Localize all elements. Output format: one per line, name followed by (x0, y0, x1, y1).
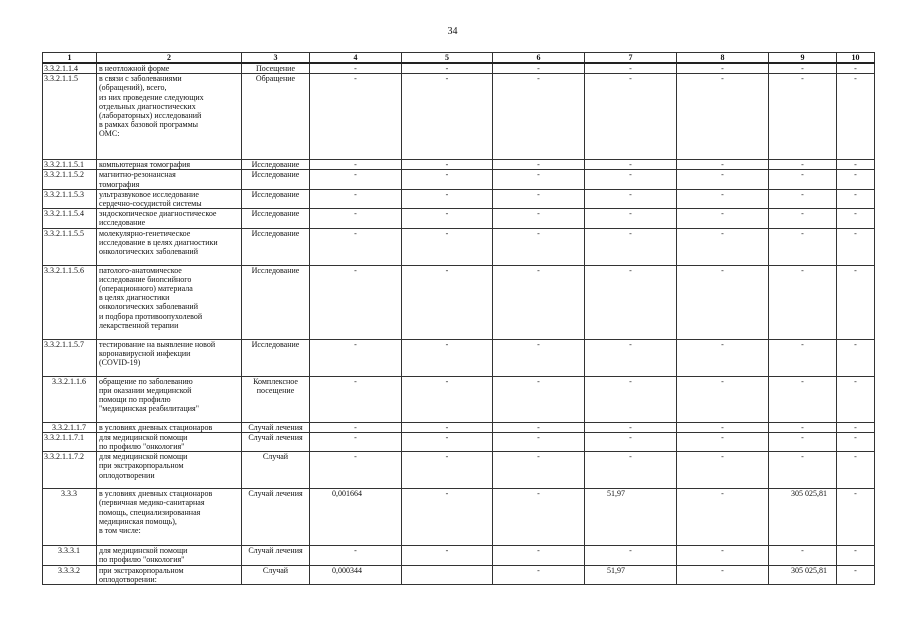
row-name: для медицинской помощи по профилю "онкология" (97, 546, 242, 565)
row-value-col6: - (493, 489, 585, 546)
row-unit: Посещение (242, 63, 310, 74)
row-value-col9: - (769, 74, 837, 160)
row-value-col6: - (493, 265, 585, 339)
row-code: 3.3.3 (43, 489, 97, 546)
row-code: 3.3.2.1.1.5.2 (43, 170, 97, 189)
row-value-col5: - (402, 546, 493, 565)
table-row (43, 489, 875, 546)
row-value-col6: - (493, 432, 585, 451)
row-value-col10: - (837, 422, 875, 432)
row-value-col7: - (585, 339, 677, 376)
row-value-col4: - (310, 452, 402, 489)
row-value-col4: - (310, 170, 402, 189)
row-value-col10: - (837, 565, 875, 584)
row-code: 3.3.2.1.1.5.6 (43, 265, 97, 339)
row-code: 3.3.2.1.1.7 (43, 422, 97, 432)
column-header: 7 (585, 53, 677, 64)
row-value-col7: - (585, 189, 677, 208)
row-value-col9: 305 025,81 (769, 489, 837, 546)
row-value-col10: - (837, 170, 875, 189)
row-name: ультразвуковое исследование сердечно-сосудистой системы (97, 189, 242, 208)
row-value-col8: - (677, 228, 769, 265)
row-value-col8: - (677, 265, 769, 339)
row-name: эндоскопическое диагностическое исследование (97, 209, 242, 228)
row-value-col8: - (677, 63, 769, 74)
row-unit: Случай лечения (242, 546, 310, 565)
row-value-col6: - (493, 228, 585, 265)
row-value-col5: - (402, 376, 493, 422)
row-code: 3.3.2.1.1.6 (43, 376, 97, 422)
row-value-col9: - (769, 432, 837, 451)
row-value-col10: - (837, 63, 875, 74)
row-value-col4: - (310, 189, 402, 208)
row-code: 3.3.2.1.1.7.1 (43, 432, 97, 451)
row-value-col7: - (585, 432, 677, 451)
row-code: 3.3.3.2 (43, 565, 97, 584)
row-value-col4: - (310, 63, 402, 74)
row-value-col9: - (769, 63, 837, 74)
row-code: 3.3.2.1.1.5.7 (43, 339, 97, 376)
row-value-col5: - (402, 489, 493, 546)
row-value-col8: - (677, 452, 769, 489)
table-row (43, 339, 875, 376)
row-value-col6: - (493, 189, 585, 208)
row-value-col8: - (677, 422, 769, 432)
row-value-col5: - (402, 228, 493, 265)
data-table (42, 52, 875, 585)
column-header: 10 (837, 53, 875, 64)
row-name: обращение по заболеванию при оказании медицинской помощи по профилю "медицинская реабилитация" (97, 376, 242, 422)
row-name: в неотложной форме (97, 63, 242, 74)
row-name: компьютерная томография (97, 160, 242, 170)
row-value-col10: - (837, 189, 875, 208)
row-name: патолого-анатомическое исследование биопсийного (операционного) материала в целях диагностики онкологических заболеваний и подбора противоопухолевой лекарственной терапии (97, 265, 242, 339)
row-value-col9: - (769, 546, 837, 565)
row-value-col6: - (493, 546, 585, 565)
row-value-col10: - (837, 160, 875, 170)
row-name: в условиях дневных стационаров (97, 422, 242, 432)
row-value-col4: 0,001664 (310, 489, 402, 546)
row-value-col6: - (493, 422, 585, 432)
row-value-col9: - (769, 339, 837, 376)
row-unit: Случай лечения (242, 489, 310, 546)
row-value-col8: - (677, 189, 769, 208)
row-value-col6: - (493, 63, 585, 74)
row-unit: Случай (242, 452, 310, 489)
row-value-col6: - (493, 339, 585, 376)
row-value-col5 (402, 565, 493, 584)
table-row (43, 376, 875, 422)
row-value-col4: - (310, 209, 402, 228)
row-value-col10: - (837, 265, 875, 339)
row-unit: Случай лечения (242, 422, 310, 432)
row-code: 3.3.2.1.1.5.5 (43, 228, 97, 265)
column-header: 3 (242, 53, 310, 64)
row-value-col8: - (677, 489, 769, 546)
row-unit: Обращение (242, 74, 310, 160)
row-value-col7: - (585, 452, 677, 489)
row-value-col7: - (585, 160, 677, 170)
row-value-col9: - (769, 452, 837, 489)
row-value-col7: - (585, 546, 677, 565)
row-value-col8: - (677, 565, 769, 584)
column-header: 2 (97, 53, 242, 64)
row-value-col5: - (402, 265, 493, 339)
row-value-col7: - (585, 74, 677, 160)
column-header: 4 (310, 53, 402, 64)
table-body (43, 63, 875, 585)
column-header: 1 (43, 53, 97, 64)
row-value-col5: - (402, 160, 493, 170)
row-value-col4: - (310, 339, 402, 376)
row-value-col5: - (402, 170, 493, 189)
row-value-col9: - (769, 160, 837, 170)
row-value-col4: - (310, 160, 402, 170)
row-value-col6: - (493, 209, 585, 228)
row-unit: Исследование (242, 160, 310, 170)
row-value-col10: - (837, 209, 875, 228)
row-value-col10: - (837, 376, 875, 422)
row-value-col9: 305 025,81 (769, 565, 837, 584)
table-row (43, 565, 875, 584)
row-value-col7: - (585, 376, 677, 422)
row-value-col10: - (837, 74, 875, 160)
row-code: 3.3.2.1.1.5 (43, 74, 97, 160)
row-unit: Комплексное посещение (242, 376, 310, 422)
table-row (43, 228, 875, 265)
row-value-col10: - (837, 546, 875, 565)
row-value-col6: - (493, 565, 585, 584)
row-name: в связи с заболеваниями (обращений), всего, из них проведение следующих отдельных диагностических (лабораторных) исследований в рамках базовой программы ОМС: (97, 74, 242, 160)
row-unit: Случай лечения (242, 432, 310, 451)
row-value-col8: - (677, 339, 769, 376)
table-row (43, 265, 875, 339)
row-value-col8: - (677, 160, 769, 170)
row-unit: Исследование (242, 209, 310, 228)
row-value-col7: 51,97 (585, 565, 677, 584)
row-value-col4: - (310, 432, 402, 451)
row-value-col5: - (402, 432, 493, 451)
row-value-col4: - (310, 228, 402, 265)
row-value-col4: - (310, 74, 402, 160)
row-unit: Исследование (242, 170, 310, 189)
row-value-col4: - (310, 376, 402, 422)
row-value-col10: - (837, 432, 875, 451)
row-value-col5: - (402, 452, 493, 489)
table-row (43, 422, 875, 432)
column-header: 5 (402, 53, 493, 64)
row-value-col4: - (310, 546, 402, 565)
row-name: молекулярно-генетическое исследование в целях диагностики онкологических заболеваний (97, 228, 242, 265)
row-value-col5: - (402, 209, 493, 228)
column-header: 8 (677, 53, 769, 64)
row-unit: Исследование (242, 265, 310, 339)
row-name: при экстракорпоральном оплодотворении: (97, 565, 242, 584)
row-value-col6: - (493, 170, 585, 189)
row-value-col9: - (769, 209, 837, 228)
row-value-col7: - (585, 422, 677, 432)
page-number: 34 (447, 26, 458, 37)
table-row (43, 432, 875, 451)
row-value-col7: - (585, 265, 677, 339)
row-value-col5: - (402, 339, 493, 376)
row-value-col9: - (769, 265, 837, 339)
table-row (43, 452, 875, 489)
row-value-col8: - (677, 376, 769, 422)
row-code: 3.3.3.1 (43, 546, 97, 565)
row-unit: Исследование (242, 339, 310, 376)
table-row (43, 63, 875, 74)
row-value-col10: - (837, 228, 875, 265)
row-code: 3.3.2.1.1.5.3 (43, 189, 97, 208)
row-name: для медицинской помощи при экстракорпоральном оплодотворении (97, 452, 242, 489)
row-unit: Случай (242, 565, 310, 584)
column-header: 9 (769, 53, 837, 64)
row-value-col9: - (769, 422, 837, 432)
row-name: для медицинской помощи по профилю "онкология" (97, 432, 242, 451)
row-value-col9: - (769, 170, 837, 189)
row-value-col8: - (677, 209, 769, 228)
row-value-col8: - (677, 546, 769, 565)
row-code: 3.3.2.1.1.4 (43, 63, 97, 74)
row-value-col7: - (585, 228, 677, 265)
table-row (43, 74, 875, 160)
row-value-col7: - (585, 209, 677, 228)
table-row (43, 189, 875, 208)
row-value-col5: - (402, 74, 493, 160)
row-code: 3.3.2.1.1.5.4 (43, 209, 97, 228)
row-code: 3.3.2.1.1.7.2 (43, 452, 97, 489)
row-name: тестирование на выявление новой коронавирусной инфекции (COVID-19) (97, 339, 242, 376)
row-value-col8: - (677, 170, 769, 189)
row-name: в условиях дневных стационаров (первичная медико-санитарная помощь, специализированная медицинская помощь), в том числе: (97, 489, 242, 546)
row-value-col9: - (769, 376, 837, 422)
row-value-col4: - (310, 422, 402, 432)
row-value-col7: - (585, 63, 677, 74)
row-value-col4: - (310, 265, 402, 339)
row-value-col7: - (585, 170, 677, 189)
table-row (43, 170, 875, 189)
row-value-col6: - (493, 376, 585, 422)
row-value-col7: 51,97 (585, 489, 677, 546)
row-value-col9: - (769, 228, 837, 265)
table-row (43, 160, 875, 170)
row-value-col10: - (837, 489, 875, 546)
row-value-col6: - (493, 452, 585, 489)
row-value-col10: - (837, 452, 875, 489)
row-value-col9: - (769, 189, 837, 208)
row-value-col5: - (402, 63, 493, 74)
row-value-col6: - (493, 74, 585, 160)
table-row (43, 546, 875, 565)
row-unit: Исследование (242, 228, 310, 265)
row-unit: Исследование (242, 189, 310, 208)
row-value-col5: - (402, 422, 493, 432)
column-header: 6 (493, 53, 585, 64)
row-value-col5: - (402, 189, 493, 208)
row-name: магнитно-резонансная томография (97, 170, 242, 189)
row-value-col10: - (837, 339, 875, 376)
row-value-col8: - (677, 74, 769, 160)
row-value-col6: - (493, 160, 585, 170)
row-value-col8: - (677, 432, 769, 451)
row-code: 3.3.2.1.1.5.1 (43, 160, 97, 170)
row-value-col4: 0,000344 (310, 565, 402, 584)
table-row (43, 209, 875, 228)
header-row (43, 53, 875, 64)
